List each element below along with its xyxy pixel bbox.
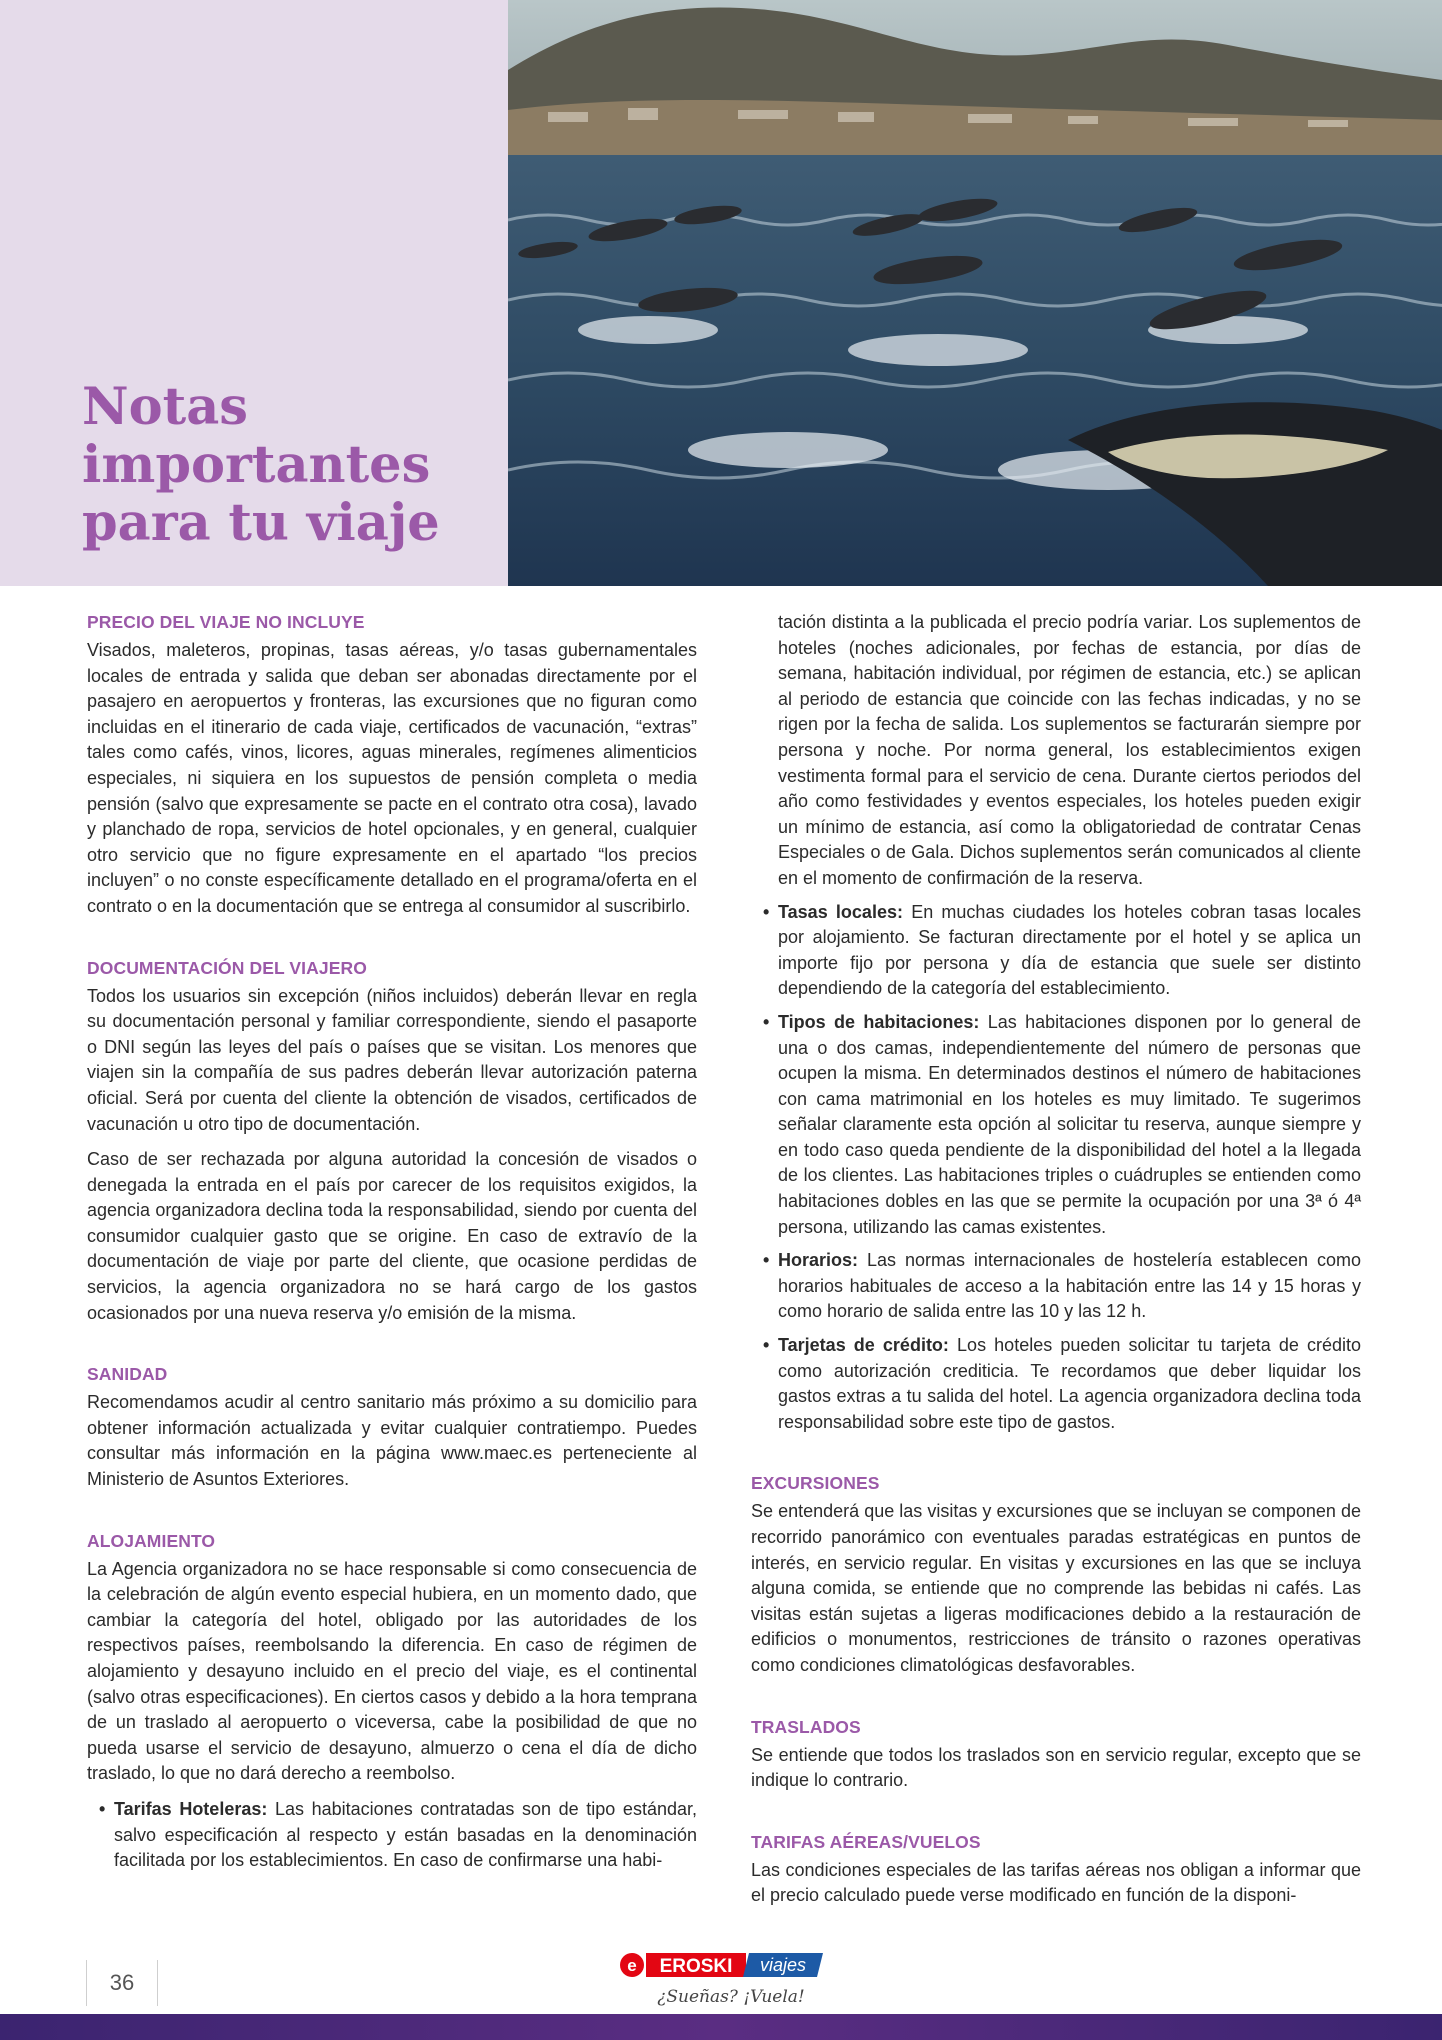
paragraph: Se entenderá que las visitas y excursiones que se incluyan se componen de recorrido panorámico con eventuales paradas estratégicas en puntos de interés, en servicio regular. En visitas y excursiones en las que se incluya alguna comida, se entiende que no comprende las bebidas ni cafés. Las visitas están sujetas a ligeras modificaciones debido a la restauración de edificios o monumentos, restricciones de tránsito o razones operativas como condiciones climatológicas desfavorables. [751, 1501, 1361, 1675]
logo-brand: EROSKI [659, 1956, 733, 1977]
section-alojamiento [87, 1529, 697, 1874]
paragraph: Recomendamos acudir al centro sanitario más próximo a su domicilio para obtener información actualizada y evitar cualquier contratiempo. Puedes consultar más información en la página www.maec.es perteneciente al Ministerio de Asuntos Exteriores. [87, 1392, 697, 1490]
left-column [87, 610, 697, 1910]
footer-bar [0, 2014, 1442, 2040]
paragraph: Todos los usuarios sin excepción (niños incluidos) deberán llevar en regla su documentación personal y familiar correspondiente, siendo el pasaporte o DNI según las leyes del país o países que se visitan. Los menores que viajen sin la compañía de sus padres deberán llevar autorización paterna oficial. Será por cuenta del cliente la obtención de visados, certificados de vacunación u otro tipo de documentación. [87, 985, 697, 1134]
bullet-item [751, 900, 1361, 1002]
bullet-text: Las habitaciones contratadas son de tipo estándar, salvo especificación al respecto y están basadas en la denominación facilitada por los establecimientos. En caso de confirmarse una habi- [114, 1798, 697, 1871]
paragraph: Las condiciones especiales de las tarifas aéreas nos obligan a informar que el precio calculado puede verse modificado en función de la disponi- [751, 1859, 1361, 1906]
section-title-excursiones: EXCURSIONES [751, 1473, 880, 1494]
section-title-traslados: TRASLADOS [751, 1716, 861, 1737]
section-documentacion [87, 956, 697, 1327]
bullet-item [87, 1797, 697, 1874]
paragraph: Caso de ser rechazada por alguna autoridad la concesión de visados o denegada la entrada en el país por carecer de los requisitos exigidos, la agencia organizadora declina toda la responsabilidad, siendo por cuenta del consumidor cualquier gasto que se origine. En caso de extravío de la documentación de viaje por parte del cliente, que ocasione perdidas de servicios, la agencia organizadora no se hará cargo de los gastos ocasionados por una nueva reserva y/o emisión de la misma. [87, 1149, 697, 1323]
paragraph: Visados, maleteros, propinas, tasas aéreas, y/o tasas gubernamentales locales de entrada y salida que deban ser abonadas directamente por el pasajero en aeropuertos y fronteras, las excursiones que no figuran como incluidas en el itinerario de cada viaje, certificados de vacunación, “extras” tales como cafés, vinos, licores, aguas minerales, regímenes alimenticios especiales, ni siquiera en los supuestos de pensión completa o media pensión (salvo que expresamente se pacte en el contrato otra cosa), lavado y planchado de ropa, servicios de hotel opcionales, y en general, cualquier otro servicio que no figure expresamente en el apartado “los precios incluyen” o no conste específicamente detallado en el programa/oferta en el contrato o en la documentación que se entrega al consumidor al suscribirlo. [87, 640, 697, 916]
section-title-tarifas-aereas: TARIFAS AÉREAS/VUELOS [751, 1831, 981, 1852]
bullet-continuation [751, 610, 1361, 892]
bullet-list [751, 610, 1361, 1435]
bullet-text: Las normas internacionales de hostelería establecen como horarios habituales de acceso a la habitación entre las 14 y 15 horas y como horario de salida entre las 10 y las 12 h. [778, 1250, 1361, 1322]
bullet-text: En muchas ciudades los hoteles cobran tasas locales por alojamiento. Se facturan directamente por el hotel y se aplica un importe fijo por persona y día de estancia que suele ser distinto dependiendo de la categoría del establecimiento. [778, 901, 1361, 999]
eroski-viajes-logo [619, 1950, 823, 2008]
section-sanidad [87, 1362, 697, 1492]
logo-slogan: ¿Sueñas? ¡Vuela! [657, 1987, 805, 2007]
bullet-text: tación distinta a la publicada el precio podría variar. Los suplementos de hoteles (noches adicionales, por fechas de estancia, por días de semana, habitación individual, por régimen de estancia, etc.) se aplican al periodo de estancia que coincide con las fechas indicadas, y no se rigen por la fecha de salida. Los suplementos se facturarán siempre por persona y noche. Por norma general, los establecimientos exigen vestimenta formal para el servicio de cena. Durante ciertos periodos del año como festividades y eventos especiales, los hoteles pueden exigir un mínimo de estancia, así como la obligatoriedad de contratar Cenas Especiales o de Gala. Dichos suplementos serán comunicados al cliente en el momento de confirmación de la reserva. [778, 612, 1361, 888]
dolphins-photo [508, 0, 1442, 586]
bullet-label: Tasas locales: [778, 901, 903, 922]
bullet-item [751, 1010, 1361, 1240]
bullet-text: Los hoteles pueden solicitar tu tarjeta de crédito como autorización crediticia. Te recordamos que deber liquidar los gastos extras a tu salida del hotel. La agencia organizadora declina toda responsabilidad sobre este tipo de gastos. [778, 1335, 1361, 1432]
bullet-label: Tipos de habitaciones: [778, 1011, 980, 1032]
header-panel [0, 0, 508, 586]
bullet-list [87, 1797, 697, 1874]
section-tarifas-aereas [751, 1830, 1361, 1909]
section-traslados [751, 1715, 1361, 1794]
bullet-label: Tarjetas de crédito: [778, 1335, 949, 1356]
page-title: Notas importantes para tu viaje [82, 377, 440, 553]
page-number: 36 [86, 1960, 158, 2006]
bullet-label: Tarifas Hoteleras: [114, 1798, 268, 1819]
right-column [751, 610, 1361, 1945]
svg-text:e: e [627, 1956, 637, 1975]
paragraph: Se entiende que todos los traslados son en servicio regular, excepto que se indique lo contrario. [751, 1744, 1361, 1791]
bullet-text: Las habitaciones disponen por lo general de una o dos camas, independientemente del número de personas que ocupen la misma. En determinados destinos el número de habitaciones con cama matrimonial en los hoteles es muy limitado. Te sugerimos señalar claramente esta opción al solicitar tu reserva, aunque siempre y en todo caso queda pendiente de la disponibilidad del hotel a la llegada de los clientes. Las habitaciones triples o cuádruples se entienden como habitaciones dobles en las que se permite la ocupación por una 3ª ó 4ª persona, utilizando las camas existentes. [778, 1011, 1361, 1237]
section-title-alojamiento: ALOJAMIENTO [87, 1530, 216, 1551]
logo-sub: viajes [759, 1955, 807, 1975]
bullet-item [751, 1333, 1361, 1435]
bullet-label: Horarios: [778, 1250, 859, 1271]
section-precio [87, 610, 697, 920]
section-title-precio: PRECIO DEL VIAJE NO INCLUYE [87, 612, 365, 632]
paragraph: La Agencia organizadora no se hace responsable si como consecuencia de la celebración de algún evento especial hubiera, en un momento dado, que cambiar la categoría del hotel, obligado por las autoridades de los respectivos países, reembolsando la diferencia. En caso de régimen de alojamiento y desayuno incluido en el precio del viaje, es el continental (salvo otras especificaciones). En ciertos casos y debido a la hora temprana de un traslado al aeropuerto o viceversa, cabe la posibilidad de que no pueda usarse el servicio de desayuno, almuerzo o cena el día de dicho traslado, lo que no dará derecho a reembolso. [87, 1558, 697, 1784]
section-excursiones [751, 1471, 1361, 1678]
section-title-documentacion: DOCUMENTACIÓN DEL VIAJERO [87, 957, 367, 978]
bullet-item [751, 1248, 1361, 1325]
section-title-sanidad: SANIDAD [87, 1364, 168, 1385]
